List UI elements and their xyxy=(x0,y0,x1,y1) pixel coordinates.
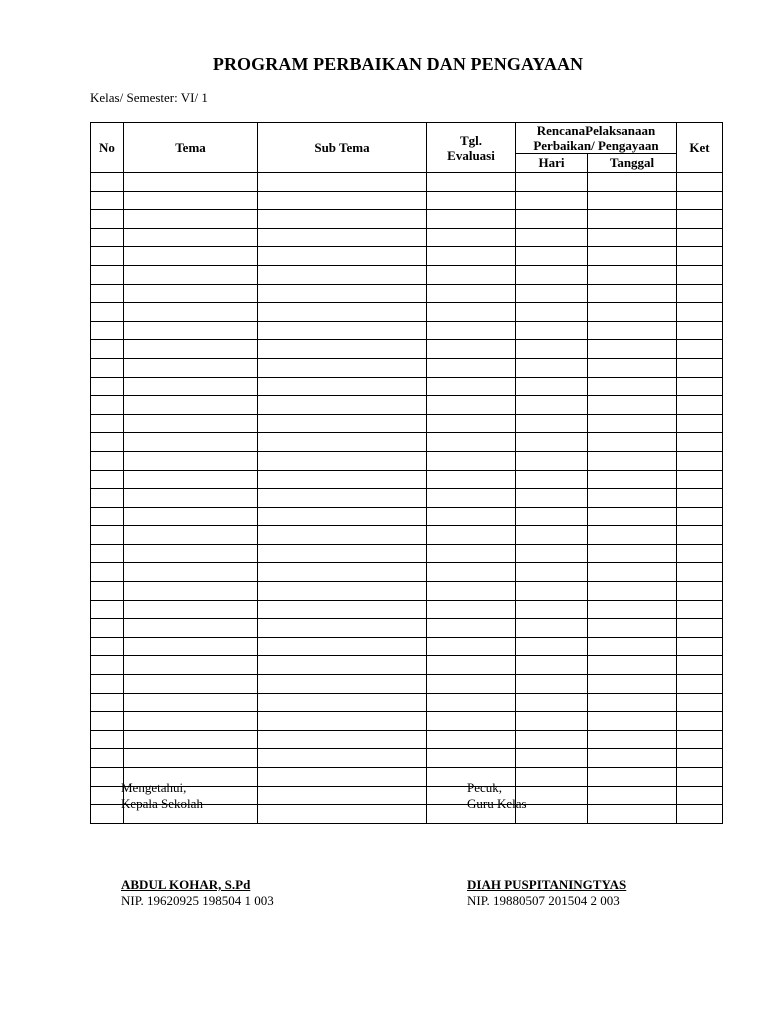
table-cell xyxy=(124,619,258,638)
principal-nip: NIP. 19620925 198504 1 003 xyxy=(121,893,274,908)
table-cell xyxy=(427,749,516,768)
table-cell xyxy=(427,377,516,396)
signature-left-name-block xyxy=(121,877,274,909)
table-cell xyxy=(427,656,516,675)
table-cell xyxy=(516,470,588,489)
table-cell xyxy=(677,340,723,359)
table-cell xyxy=(516,228,588,247)
table-cell xyxy=(124,210,258,229)
table-cell xyxy=(91,191,124,210)
table-cell xyxy=(588,396,677,415)
table-cell xyxy=(516,675,588,694)
table-cell xyxy=(258,377,427,396)
table-cell xyxy=(91,210,124,229)
table-cell xyxy=(258,247,427,266)
table-cell xyxy=(588,173,677,192)
table-cell xyxy=(516,563,588,582)
table-cell xyxy=(124,321,258,340)
table-row xyxy=(91,377,723,396)
table-cell xyxy=(258,451,427,470)
table-row xyxy=(91,303,723,322)
table-cell xyxy=(91,321,124,340)
table-cell xyxy=(677,619,723,638)
table-cell xyxy=(677,805,723,824)
table-cell xyxy=(124,470,258,489)
table-cell xyxy=(91,768,124,787)
table-cell xyxy=(677,414,723,433)
table-cell xyxy=(516,191,588,210)
table-cell xyxy=(427,507,516,526)
table-cell xyxy=(124,582,258,601)
table-row xyxy=(91,619,723,638)
table-cell xyxy=(677,358,723,377)
table-cell xyxy=(588,693,677,712)
table-cell xyxy=(258,693,427,712)
table-row xyxy=(91,675,723,694)
table-cell xyxy=(677,451,723,470)
table-cell xyxy=(588,358,677,377)
table-cell xyxy=(124,247,258,266)
table-cell xyxy=(258,544,427,563)
table-cell xyxy=(677,321,723,340)
table-cell xyxy=(588,712,677,731)
table-row xyxy=(91,191,723,210)
table-cell xyxy=(258,470,427,489)
table-cell xyxy=(588,786,677,805)
table-cell xyxy=(427,321,516,340)
table-cell xyxy=(91,730,124,749)
table-cell xyxy=(91,377,124,396)
table-cell xyxy=(677,284,723,303)
table-cell xyxy=(91,451,124,470)
table-cell xyxy=(588,656,677,675)
table-cell xyxy=(124,396,258,415)
table-cell xyxy=(588,489,677,508)
table-cell xyxy=(427,582,516,601)
table-cell xyxy=(516,451,588,470)
table-cell xyxy=(258,396,427,415)
table-cell xyxy=(588,619,677,638)
table-cell xyxy=(677,526,723,545)
table-cell xyxy=(91,173,124,192)
table-cell xyxy=(427,247,516,266)
table-cell xyxy=(91,693,124,712)
sign-left-line1: Mengetahui, xyxy=(121,780,187,795)
table-cell xyxy=(516,321,588,340)
table-cell xyxy=(124,265,258,284)
table-cell xyxy=(677,693,723,712)
signature-right xyxy=(467,780,527,812)
table-cell xyxy=(677,600,723,619)
table-cell xyxy=(516,396,588,415)
table-row xyxy=(91,730,723,749)
table-cell xyxy=(91,247,124,266)
table-cell xyxy=(588,303,677,322)
table-cell xyxy=(124,489,258,508)
table-cell xyxy=(91,507,124,526)
table-cell xyxy=(91,303,124,322)
table-cell xyxy=(91,712,124,731)
table-cell xyxy=(588,210,677,229)
table-cell xyxy=(677,786,723,805)
table-cell xyxy=(124,656,258,675)
table-cell xyxy=(91,433,124,452)
table-cell xyxy=(258,582,427,601)
table-row xyxy=(91,489,723,508)
table-cell xyxy=(588,265,677,284)
table-cell xyxy=(258,210,427,229)
table-row xyxy=(91,656,723,675)
table-cell xyxy=(124,712,258,731)
table-cell xyxy=(677,247,723,266)
table-cell xyxy=(677,173,723,192)
table-cell xyxy=(677,377,723,396)
table-cell xyxy=(588,414,677,433)
table-cell xyxy=(258,507,427,526)
table-cell xyxy=(677,191,723,210)
table-cell xyxy=(124,693,258,712)
sign-left-line2: Kepala Sekolah xyxy=(121,796,203,811)
table-cell xyxy=(677,768,723,787)
table-cell xyxy=(258,340,427,359)
table-cell xyxy=(427,173,516,192)
header-plan-line2: Perbaikan/ Pengayaan xyxy=(533,138,659,153)
table-cell xyxy=(677,507,723,526)
table-cell xyxy=(258,563,427,582)
table-cell xyxy=(91,582,124,601)
table-cell xyxy=(258,619,427,638)
table-cell xyxy=(91,563,124,582)
table-cell xyxy=(588,247,677,266)
table-cell xyxy=(124,730,258,749)
table-cell xyxy=(91,805,124,824)
table-cell xyxy=(124,228,258,247)
table-cell xyxy=(258,805,427,824)
table-row xyxy=(91,507,723,526)
table-cell xyxy=(588,675,677,694)
table-cell xyxy=(427,433,516,452)
table-cell xyxy=(91,675,124,694)
table-cell xyxy=(677,563,723,582)
table-cell xyxy=(588,582,677,601)
table-cell xyxy=(588,377,677,396)
table-row xyxy=(91,396,723,415)
table-cell xyxy=(427,619,516,638)
table-row xyxy=(91,693,723,712)
table-cell xyxy=(516,526,588,545)
table-cell xyxy=(677,433,723,452)
table-cell xyxy=(677,712,723,731)
table-cell xyxy=(677,749,723,768)
table-cell xyxy=(258,637,427,656)
table-cell xyxy=(91,284,124,303)
table-cell xyxy=(427,563,516,582)
table-cell xyxy=(516,749,588,768)
table-cell xyxy=(516,265,588,284)
table-cell xyxy=(258,526,427,545)
table-cell xyxy=(516,600,588,619)
table-cell xyxy=(427,489,516,508)
table-row xyxy=(91,284,723,303)
table-cell xyxy=(427,191,516,210)
table-cell xyxy=(588,563,677,582)
table-row xyxy=(91,210,723,229)
table-cell xyxy=(427,451,516,470)
table-cell xyxy=(516,712,588,731)
table-cell xyxy=(258,358,427,377)
table-cell xyxy=(124,675,258,694)
table-cell xyxy=(124,600,258,619)
table-row xyxy=(91,451,723,470)
table-cell xyxy=(588,284,677,303)
signature-left xyxy=(121,780,203,812)
header-tanggal: Tanggal xyxy=(588,154,677,173)
table-row xyxy=(91,526,723,545)
table-row xyxy=(91,173,723,192)
table-cell xyxy=(427,284,516,303)
header-rencana-pelaksanaan xyxy=(516,123,677,154)
table-cell xyxy=(516,173,588,192)
table-cell xyxy=(588,340,677,359)
table-cell xyxy=(91,544,124,563)
table-cell xyxy=(91,228,124,247)
teacher-name: DIAH PUSPITANINGTYAS xyxy=(467,877,627,892)
table-row xyxy=(91,600,723,619)
table-cell xyxy=(258,712,427,731)
table-cell xyxy=(258,321,427,340)
table-cell xyxy=(588,600,677,619)
table-cell xyxy=(258,730,427,749)
table-cell xyxy=(677,303,723,322)
table-cell xyxy=(124,433,258,452)
table-cell xyxy=(427,210,516,229)
table-cell xyxy=(91,619,124,638)
table-cell xyxy=(516,544,588,563)
header-tgl-evaluasi xyxy=(427,123,516,173)
table-cell xyxy=(516,507,588,526)
table-cell xyxy=(258,265,427,284)
teacher-nip: NIP. 19880507 201504 2 003 xyxy=(467,893,620,908)
table-cell xyxy=(427,637,516,656)
table-cell xyxy=(258,191,427,210)
table-cell xyxy=(516,358,588,377)
table-cell xyxy=(516,489,588,508)
table-cell xyxy=(91,265,124,284)
table-cell xyxy=(124,749,258,768)
table-cell xyxy=(124,544,258,563)
table-cell xyxy=(427,228,516,247)
table-cell xyxy=(516,656,588,675)
header-hari: Hari xyxy=(516,154,588,173)
table-cell xyxy=(516,247,588,266)
table-cell xyxy=(258,768,427,787)
table-cell xyxy=(91,470,124,489)
table-row xyxy=(91,470,723,489)
table-cell xyxy=(91,340,124,359)
table-cell xyxy=(258,675,427,694)
table-cell xyxy=(427,396,516,415)
table-row xyxy=(91,228,723,247)
table-cell xyxy=(516,433,588,452)
table-cell xyxy=(516,340,588,359)
table-row xyxy=(91,265,723,284)
table-cell xyxy=(516,210,588,229)
table-cell xyxy=(427,340,516,359)
table-cell xyxy=(258,414,427,433)
header-plan-line1: RencanaPelaksanaan xyxy=(536,123,656,138)
table-cell xyxy=(588,433,677,452)
table-row xyxy=(91,544,723,563)
header-ket: Ket xyxy=(677,123,723,173)
table-cell xyxy=(427,693,516,712)
table-cell xyxy=(124,563,258,582)
table-row xyxy=(91,582,723,601)
table-cell xyxy=(588,768,677,787)
table-cell xyxy=(677,210,723,229)
table-cell xyxy=(91,414,124,433)
table-cell xyxy=(677,470,723,489)
table-cell xyxy=(588,470,677,489)
table-cell xyxy=(516,637,588,656)
table-cell xyxy=(427,470,516,489)
table-cell xyxy=(91,600,124,619)
table-row xyxy=(91,247,723,266)
header-tema: Tema xyxy=(124,123,258,173)
table-cell xyxy=(124,191,258,210)
table-cell xyxy=(124,414,258,433)
table-cell xyxy=(91,749,124,768)
table-cell xyxy=(516,303,588,322)
table-cell xyxy=(258,600,427,619)
table-cell xyxy=(124,284,258,303)
table-cell xyxy=(516,284,588,303)
table-cell xyxy=(677,265,723,284)
table-row xyxy=(91,563,723,582)
table-cell xyxy=(588,507,677,526)
table-cell xyxy=(427,265,516,284)
table-cell xyxy=(427,526,516,545)
table-cell xyxy=(124,303,258,322)
table-cell xyxy=(427,675,516,694)
table-row xyxy=(91,358,723,377)
table-cell xyxy=(427,358,516,377)
signature-right-name-block xyxy=(467,877,626,909)
sign-right-line1: Pecuk, xyxy=(467,780,503,795)
table-cell xyxy=(677,489,723,508)
table-cell xyxy=(427,712,516,731)
table-row xyxy=(91,749,723,768)
table-cell xyxy=(258,284,427,303)
table-cell xyxy=(677,544,723,563)
table-cell xyxy=(258,786,427,805)
table-cell xyxy=(588,637,677,656)
page-title: PROGRAM PERBAIKAN DAN PENGAYAAN xyxy=(212,54,584,74)
table-cell xyxy=(91,396,124,415)
table-cell xyxy=(427,600,516,619)
table-cell xyxy=(427,303,516,322)
table-cell xyxy=(91,358,124,377)
table-row xyxy=(91,414,723,433)
table-cell xyxy=(258,433,427,452)
table-row xyxy=(91,340,723,359)
table-cell xyxy=(677,396,723,415)
header-no: No xyxy=(91,123,124,173)
table-cell xyxy=(124,377,258,396)
table-cell xyxy=(258,303,427,322)
table-cell xyxy=(677,730,723,749)
table-cell xyxy=(516,619,588,638)
table-cell xyxy=(124,507,258,526)
table-cell xyxy=(588,526,677,545)
table-cell xyxy=(258,173,427,192)
table-body xyxy=(91,173,723,824)
table-cell xyxy=(677,582,723,601)
header-tgl-line2: Evaluasi xyxy=(447,147,495,163)
table-cell xyxy=(677,656,723,675)
table-cell xyxy=(677,637,723,656)
principal-name: ABDUL KOHAR, S.Pd xyxy=(121,877,251,892)
class-semester-info: Kelas/ Semester: VI/ 1 xyxy=(90,90,208,105)
table-cell xyxy=(588,749,677,768)
remedial-enrichment-table xyxy=(90,122,723,824)
table-cell xyxy=(124,340,258,359)
table-row xyxy=(91,321,723,340)
table-cell xyxy=(427,414,516,433)
table-row xyxy=(91,712,723,731)
table-cell xyxy=(91,489,124,508)
table-cell xyxy=(258,749,427,768)
table-cell xyxy=(588,228,677,247)
table-cell xyxy=(588,805,677,824)
table-cell xyxy=(258,656,427,675)
table-cell xyxy=(124,451,258,470)
table-cell xyxy=(516,582,588,601)
table-cell xyxy=(677,228,723,247)
table-cell xyxy=(91,637,124,656)
table-cell xyxy=(588,730,677,749)
table-cell xyxy=(588,321,677,340)
table-cell xyxy=(516,693,588,712)
table-cell xyxy=(588,191,677,210)
table-cell xyxy=(427,730,516,749)
table-cell xyxy=(427,544,516,563)
table-cell xyxy=(258,228,427,247)
table-cell xyxy=(516,730,588,749)
table-cell xyxy=(124,526,258,545)
table-cell xyxy=(516,414,588,433)
table-cell xyxy=(91,786,124,805)
table-cell xyxy=(588,544,677,563)
table-cell xyxy=(124,173,258,192)
table-cell xyxy=(258,489,427,508)
header-sub-tema: Sub Tema xyxy=(258,123,427,173)
header-tgl-line1: Tgl. xyxy=(459,132,483,148)
table-cell xyxy=(124,637,258,656)
table-cell xyxy=(91,656,124,675)
table-cell xyxy=(516,377,588,396)
table-row xyxy=(91,433,723,452)
table-cell xyxy=(677,675,723,694)
table-cell xyxy=(124,358,258,377)
sign-right-line2: Guru Kelas xyxy=(467,796,527,811)
table-cell xyxy=(91,526,124,545)
table-row xyxy=(91,637,723,656)
table-cell xyxy=(588,451,677,470)
